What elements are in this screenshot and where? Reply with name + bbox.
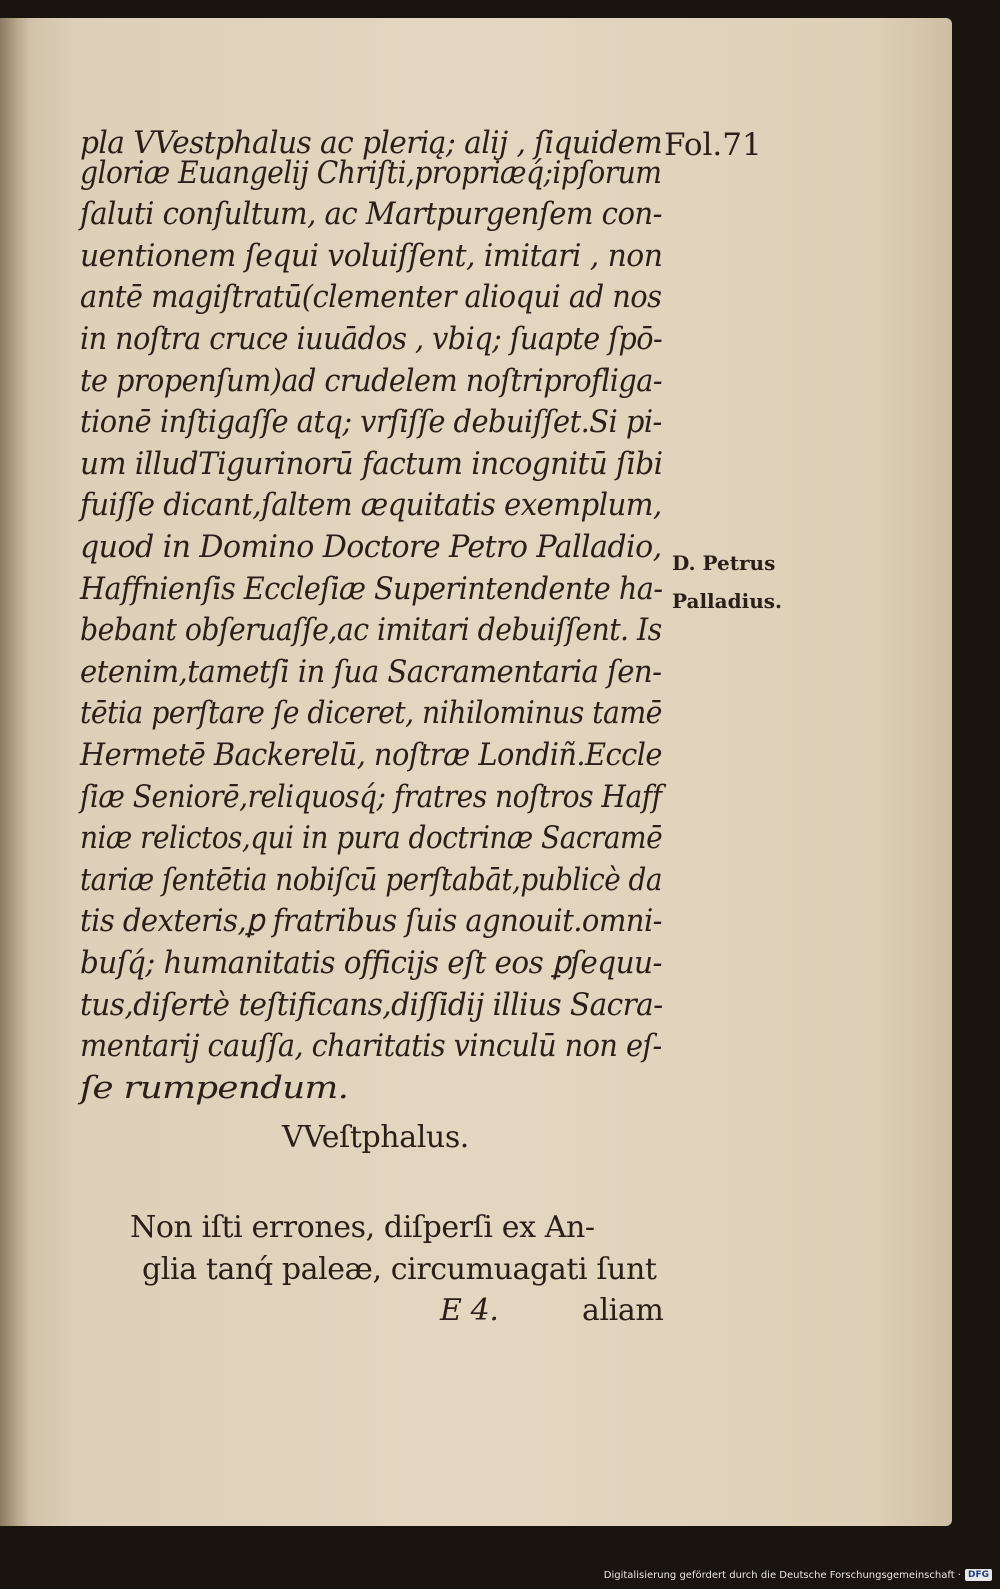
body-line-6: in noſtra cruce iuuādos , vbiq; ſuapte ſpō- — [80, 321, 663, 357]
body-line-24: ſe rumpendum. — [80, 1069, 349, 1106]
catchword: aliam — [582, 1293, 664, 1328]
body-line-20: tis dexteris,ꝑ fratribus ſuis agnouit.omni- — [80, 903, 662, 940]
body-line-17: ſiæ Seniorē,reliquosq́; fratres noſtros Haff — [80, 778, 662, 815]
folio-number: Fol.71 — [664, 127, 762, 163]
body-line-7: te propenſum)ad crudelem noſtriprofliga- — [80, 362, 662, 399]
roman-line-2: glia tanq́ paleæ, circumuagati ſunt — [142, 1252, 657, 1287]
body-line-5: antē magiſtratū(clementer alioqui ad nos — [80, 279, 662, 316]
body-line-22: tus,diſertè teſtificans,diſſidij illius Sacra- — [80, 986, 663, 1023]
body-line-12: Haffnienſis Eccleſiæ Superintendente ha- — [80, 570, 663, 607]
body-line-18: niæ relictos,qui in pura doctrinæ Sacramē — [80, 820, 663, 857]
body-line-23: mentarij cauſſa, charitatis vinculū non eſ- — [80, 1028, 662, 1065]
footer — [604, 1569, 992, 1581]
section-heading: VVeſtphalus. — [282, 1120, 469, 1155]
body-line-8: tionē inſtigaſſe atq; vrſiſſe debuiſſet.Si pi- — [80, 404, 662, 441]
footer-credit: Digitalisierung gefördert durch die Deutsche Forschungsgemeinschaft · — [603, 1569, 961, 1581]
body-line-14: etenim,tametſi in ſua Sacramentaria ſen- — [80, 653, 662, 690]
body-line-1: pla VVestphalus ac plerią; alij , ſiquidem — [80, 125, 663, 161]
body-line-15: tētia perſtare ſe diceret, nihilominus tamē — [80, 695, 662, 732]
body-line-2: gloriæ Euangelij Chriſti,propriæq́;ipſorum — [80, 154, 662, 191]
body-line-11: quod in Domino Doctore Petro Palladio, — [80, 529, 662, 565]
signature-mark: E 4. — [440, 1293, 499, 1328]
body-line-4: uentionem ſequi voluiſſent, imitari , non — [80, 237, 663, 274]
body-line-13: bebant obſeruaſſe,ac imitari debuiſſent. Is — [80, 612, 662, 649]
body-line-9: um illudTigurinorū factum incognitū ſibi — [80, 445, 663, 482]
margin-note-line-1: D. Petrus — [672, 551, 776, 575]
margin-note-line-2: Palladius. — [672, 589, 782, 613]
body-line-21: buſq́; humanitatis officijs eſt eos ꝑſequu- — [80, 945, 662, 981]
body-line-19: tariæ ſentētia nobiſcū perſtabāt,publicè da — [80, 861, 662, 898]
page-gutter-shadow — [0, 18, 30, 1526]
body-line-3: ſaluti conſultum, ac Martpurgenſem con- — [80, 196, 662, 233]
body-line-16: Hermetē Backerelū, noſtræ Londiñ.Eccle — [80, 737, 662, 773]
dfg-logo: DFG — [965, 1569, 992, 1581]
roman-line-1: Non iſti errones, diſperſi ex An- — [130, 1210, 595, 1245]
book-page — [0, 18, 952, 1526]
body-line-10: fuiſſe dicant,ſaltem æquitatis exemplum, — [80, 487, 662, 524]
